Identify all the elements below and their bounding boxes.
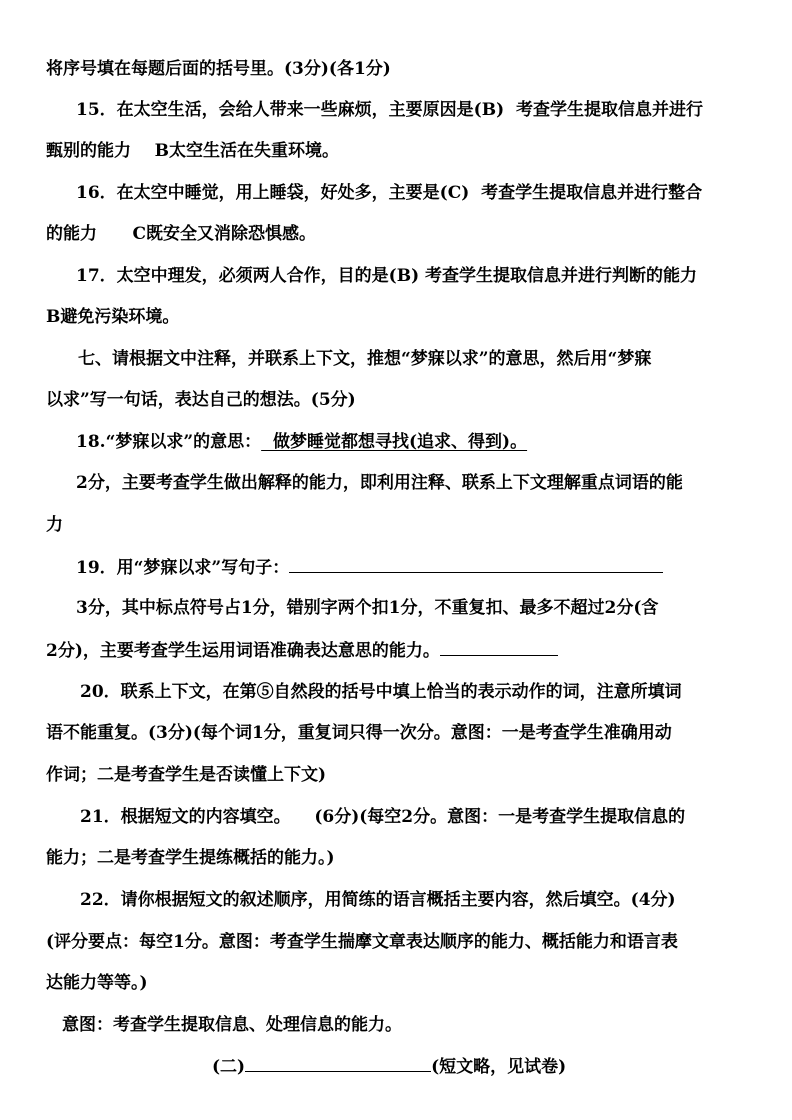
line-text: 16．在太空中睡觉，用上睡袋，好处多，主要是(C) 考查学生提取信息并进行整合 <box>76 183 703 203</box>
question-17-answer-line <box>0 306 792 328</box>
line-text: 22．请你根据短文的叙述顺序，用简练的语言概括主要内容，然后填空。(4分) <box>80 890 676 910</box>
section-7-heading-line-2 <box>0 389 792 411</box>
line-text: 语不能重复。(3分)(每个词1分，重复词只得一次分。意图：一是考查学生准确用动 <box>46 723 672 743</box>
line-text: 2分，主要考查学生做出解释的能力，即利用注释、联系上下文理解重点词语的能 <box>76 473 683 493</box>
answer-blank <box>440 639 558 656</box>
line-text: 将序号填在每题后面的括号里。(3分)(各1分) <box>46 59 391 79</box>
question-16-line <box>0 182 792 204</box>
line-text: 15．在太空生活，会给人带来一些麻烦，主要原因是(B) 考查学生提取信息并进行 <box>76 100 703 120</box>
question-19-answer-blank <box>289 556 663 573</box>
question-18-line <box>0 431 792 453</box>
section-2-line <box>0 1055 792 1078</box>
section-2-title-blank <box>245 1055 431 1072</box>
line-text: 力 <box>46 515 63 535</box>
intent-line <box>0 1014 792 1036</box>
question-20-line <box>0 681 792 703</box>
question-15-line <box>0 99 792 121</box>
line-text: 3分，其中标点符号占1分，错别字两个扣1分，不重复扣、最多不超过2分(含 <box>76 598 659 618</box>
question-22-line-3 <box>0 972 792 994</box>
line-text: (短文略，见试卷) <box>431 1057 567 1077</box>
question-20-line-3 <box>0 764 792 786</box>
question-18-answer: 做梦睡觉都想寻找(追求、得到)。 <box>261 432 528 452</box>
line-text: 七、请根据文中注释，并联系上下文，推想“梦寐以求”的意思，然后用“梦寐 <box>78 349 652 369</box>
line-text: 18.“梦寐以求”的意思： <box>76 432 262 452</box>
question-16-answer-line <box>0 223 792 245</box>
question-21-line <box>0 806 792 828</box>
question-18-note-line <box>0 472 792 494</box>
question-18-note-line-2 <box>0 514 792 536</box>
line-text: B避免污染环境。 <box>46 307 180 327</box>
question-15-answer-line <box>0 140 792 162</box>
question-22-line <box>0 889 792 911</box>
line-text: (评分要点：每空1分。意图：考查学生揣摩文章表达顺序的能力、概括能力和语言表 <box>46 932 678 952</box>
line-text: 以求”写一句话，表达自己的想法。(5分) <box>46 390 356 410</box>
line-text: 19．用“梦寐以求”写句子： <box>76 558 290 578</box>
question-21-line-2 <box>0 847 792 869</box>
line-text: 2分)，主要考查学生运用词语准确表达意思的能力。 <box>46 641 440 661</box>
question-20-line-2 <box>0 722 792 744</box>
line-text: 能力；二是考查学生提练概括的能力。) <box>46 848 335 868</box>
section-7-heading-line <box>0 348 792 370</box>
line-text: 达能力等等。) <box>46 973 148 993</box>
line-text: 21．根据短文的内容填空。 (6分)(每空2分。意图：一是考查学生提取信息的 <box>80 807 686 827</box>
line-text: 甄别的能力 B太空生活在失重环境。 <box>46 141 340 161</box>
question-22-line-2 <box>0 931 792 953</box>
line-text: 20．联系上下文，在第⑤自然段的括号中填上恰当的表示动作的词，注意所填词 <box>80 682 682 702</box>
question-19-note-line <box>0 597 792 619</box>
text-line-instruction <box>0 58 792 80</box>
line-text: (二) <box>212 1057 246 1077</box>
line-text: 的能力 C既安全又消除恐惧感。 <box>46 224 317 244</box>
line-text: 意图：考查学生提取信息、处理信息的能力。 <box>62 1015 402 1035</box>
line-text: 作词；二是考查学生是否读懂上下文) <box>46 765 327 785</box>
question-19-note-line-2 <box>0 639 792 662</box>
question-17-line <box>0 265 792 287</box>
question-19-line <box>0 556 792 579</box>
line-text: 17．太空中理发，必须两人合作，目的是(B) 考查学生提取信息并进行判断的能力 <box>76 266 698 286</box>
